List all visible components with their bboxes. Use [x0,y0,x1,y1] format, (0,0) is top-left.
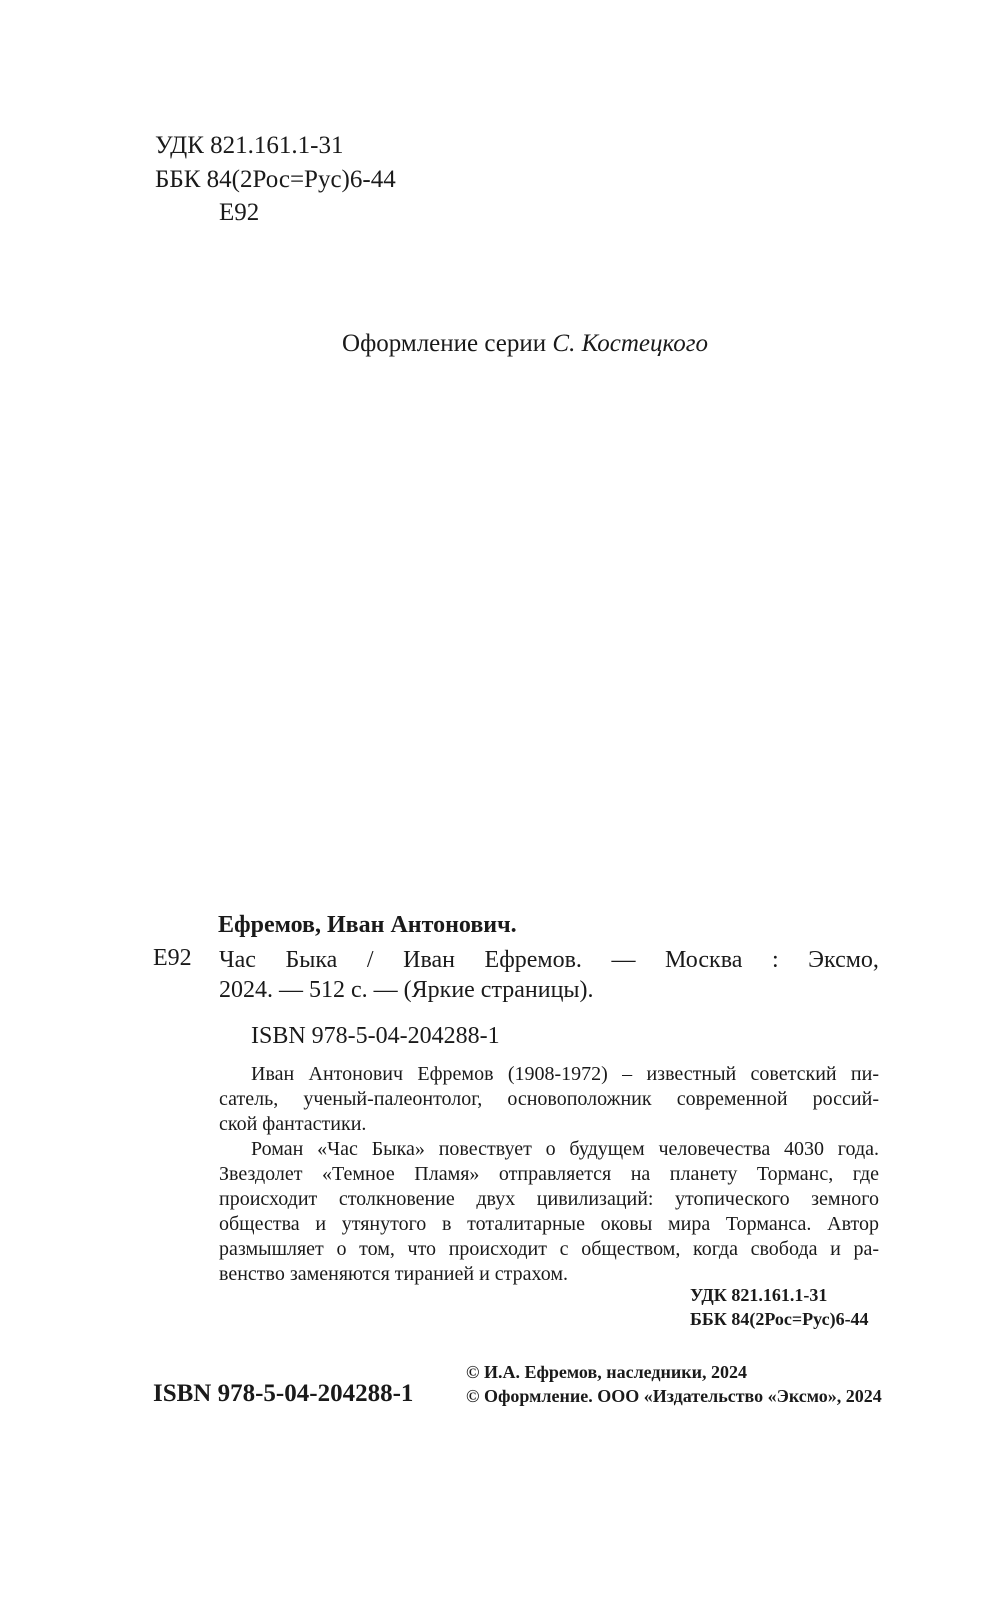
author-mark-top: Е92 [219,199,260,226]
annotation-line: размышляет о том, что происходит с обществом, когда свобода и ра- [219,1238,879,1260]
bbk-code-top: ББК 84(2Рос=Рус)6-44 [155,166,396,193]
annotation-line: Роман «Час Быка» повествует о будущем человечества 4030 года. [251,1138,879,1160]
annotation-line: ской фантастики. [219,1113,367,1135]
catalog-title-line-2: 2024. — 512 с. — (Яркие страницы). [219,977,594,1003]
title-word: Иван [403,947,455,973]
title-word: Эксмо, [808,947,879,973]
copyright-author: © И.А. Ефремов, наследники, 2024 [466,1362,748,1382]
series-designer-name: С. Костецкого [552,330,708,357]
annotation-author-bio [219,1062,879,1137]
title-word: Москва [665,947,743,973]
bbk-code-bottom: ББК 84(2Рос=Рус)6-44 [690,1309,869,1329]
annotation-line: происходит столкновение двух цивилизаций: утопического земного [219,1188,879,1210]
title-word: — [611,947,636,973]
annotation-line: сатель, ученый-палеонтолог, основоположник современной россий- [219,1088,879,1110]
catalog-card-isbn: ISBN 978-5-04-204288-1 [251,1023,500,1049]
title-word: Быка [285,947,338,973]
series-design-credit [0,330,1000,358]
title-word: / [366,947,374,973]
udk-code-bottom: УДК 821.161.1-31 [690,1285,828,1305]
title-word: Ефремов. [484,947,582,973]
catalog-card-author: Ефремов, Иван Антонович. [218,912,517,938]
title-word: : [771,947,779,973]
catalog-card-author-mark: Е92 [153,945,192,971]
title-word: Час [219,947,256,973]
isbn-main: ISBN 978-5-04-204288-1 [153,1380,414,1407]
annotation-line: Звездолет «Темное Пламя» отправляется на планету Торманс, где [219,1163,879,1185]
catalog-title-line-1 [219,944,879,977]
annotation-book-summary [219,1137,879,1287]
annotation-line: общества и утянутого в тоталитарные оковы мира Торманса. Автор [219,1213,879,1235]
copyright-design: © Оформление. ООО «Издательство «Эксмо», 2024 [466,1386,882,1406]
annotation-line: Иван Антонович Ефремов (1908-1972) – известный советский пи- [251,1063,879,1085]
series-design-prefix: Оформление серии [342,330,553,357]
udk-code-top: УДК 821.161.1-31 [155,132,344,159]
annotation-line: венство заменяются тиранией и страхом. [219,1263,569,1285]
